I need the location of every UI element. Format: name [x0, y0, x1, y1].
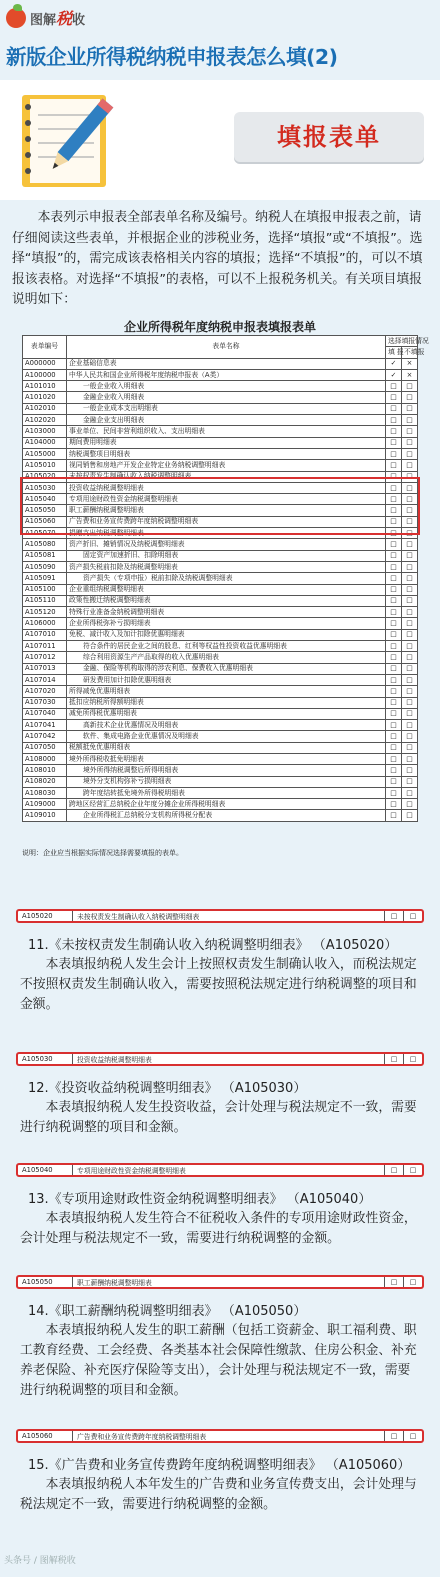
table-row [23, 369, 418, 380]
logo-text: 图解税收 [30, 9, 86, 28]
row-name: 一般企业成本支出明细表 [67, 403, 386, 414]
row-name: 金融企业收入明细表 [67, 392, 386, 403]
table-row [23, 652, 418, 663]
row-code: A105050 [23, 505, 67, 516]
row-fill-checkbox[interactable]: □ [386, 686, 402, 697]
table-row [23, 448, 418, 459]
strip-code: A105040 [18, 1165, 73, 1175]
row-fill-checkbox[interactable]: □ [386, 720, 402, 731]
row-name: 资产折旧、摊销情况及纳税调整明细表 [67, 539, 386, 550]
col-header-code: 表单编号 [23, 336, 67, 359]
highlight-box [20, 477, 420, 535]
table-row [23, 595, 418, 606]
row-code: A105120 [23, 607, 67, 618]
row-name: 职工薪酬纳税调整明细表 [67, 505, 386, 516]
row-name: 事业单位、民间非营利组织收入、支出明细表 [67, 426, 386, 437]
row-code: A107012 [23, 652, 67, 663]
row-nofill-checkbox[interactable]: □ [402, 663, 418, 674]
row-code: A105040 [23, 494, 67, 505]
table-row [23, 358, 418, 369]
table-row [23, 731, 418, 742]
row-name: 企业所得税汇总纳税分支机构所得税分配表 [67, 810, 386, 821]
row-name: 投资收益纳税调整明细表 [67, 482, 386, 493]
row-fill-checkbox[interactable]: □ [386, 482, 402, 493]
row-fill-checkbox[interactable]: □ [386, 708, 402, 719]
row-name: 中华人民共和国企业所得税年度纳税申报表（A类） [67, 369, 386, 380]
table-row [23, 697, 418, 708]
row-code: A105030 [23, 482, 67, 493]
strip-name: 未按权责发生制确认收入纳税调整明细表 [73, 911, 385, 921]
table-row [23, 629, 418, 640]
strip-code: A105030 [18, 1054, 73, 1064]
section-body: 本表填报纳税人发生投资收益，会计处理与税法规定不一致，需要进行纳税调整的项目和金额。 [20, 1100, 417, 1135]
detail-section [16, 1429, 424, 1515]
col-header-fill: 填 报 [386, 347, 402, 358]
row-fill-checkbox[interactable]: □ [386, 561, 402, 572]
row-fill-checkbox[interactable]: □ [386, 697, 402, 708]
row-nofill-checkbox[interactable]: □ [402, 753, 418, 764]
strip-nofill-checkbox[interactable]: □ [409, 912, 417, 920]
section-body: 本表填报纳税人发生会计上按照权责发生制确认收入，而税法规定不按照权责发生制确认收入，需要按照税法规定进行纳税调整的项目和金额。 [20, 957, 417, 1012]
row-name: 纳税调整项目明细表 [67, 448, 386, 459]
row-nofill-checkbox[interactable]: □ [402, 403, 418, 414]
strip-name: 广告费和业务宣传费跨年度纳税调整明细表 [73, 1431, 385, 1441]
row-nofill-checkbox[interactable]: □ [402, 471, 418, 482]
row-fill-checkbox[interactable]: □ [386, 426, 402, 437]
table-row [23, 753, 418, 764]
row-name: 税额抵免优惠明细表 [67, 742, 386, 753]
row-name: 未按权责发生制确认收入纳税调整明细表 [67, 471, 386, 482]
table-note: 说明：企业应当根据实际情况选择需要填报的表单。 [22, 849, 183, 857]
row-nofill-checkbox[interactable]: □ [402, 528, 418, 539]
table-row [23, 765, 418, 776]
watermark: 头条号 / 图解税收 [4, 1556, 76, 1566]
row-fill-checkbox[interactable]: □ [386, 516, 402, 527]
row-fill-checkbox[interactable]: □ [386, 505, 402, 516]
row-fill-checkbox[interactable]: □ [386, 765, 402, 776]
row-fill-checkbox[interactable]: ✓ [386, 358, 402, 369]
row-code: A105070 [23, 528, 67, 539]
table-row [23, 573, 418, 584]
row-nofill-checkbox[interactable]: □ [402, 448, 418, 459]
row-nofill-checkbox[interactable]: □ [402, 641, 418, 652]
section-heading: 11.《未按权责发生制确认收入纳税调整明细表》 （A105020） [28, 938, 398, 953]
section-heading: 14.《职工薪酬纳税调整明细表》 （A105050） [28, 1304, 307, 1319]
row-name: 境外所得纳税调整后所得明细表 [67, 765, 386, 776]
row-fill-checkbox[interactable]: □ [386, 471, 402, 482]
strip-fill-checkbox[interactable]: □ [385, 1054, 404, 1064]
row-code: A107040 [23, 708, 67, 719]
row-code: A105020 [23, 471, 67, 482]
row-nofill-checkbox[interactable]: □ [402, 765, 418, 776]
row-name: 企业重组纳税调整明细表 [67, 584, 386, 595]
table-row [23, 415, 418, 426]
strip-fill-checkbox[interactable]: □ [385, 911, 404, 921]
row-name: 企业基础信息表 [67, 358, 386, 369]
form-title: 企业所得税年度纳税申报表填报表单 [123, 320, 316, 334]
row-fill-checkbox[interactable]: □ [386, 437, 402, 448]
strip-fill-checkbox[interactable]: □ [385, 1277, 404, 1287]
banner-tag: 填报表单 [234, 112, 424, 162]
strip-fill-checkbox[interactable]: □ [385, 1431, 404, 1441]
row-name: 所得减免优惠明细表 [67, 686, 386, 697]
row-name: 软件、集成电路企业优惠情况及明细表 [67, 731, 386, 742]
row-name: 符合条件的居民企业之间的股息、红利等权益性投资收益优惠明细表 [67, 641, 386, 652]
row-fill-checkbox[interactable]: □ [386, 460, 402, 471]
row-code: A102010 [23, 403, 67, 414]
row-name: 视同销售和房地产开发企业特定业务纳税调整明细表 [67, 460, 386, 471]
section-body: 本表填报纳税人本年发生的广告费和业务宣传费支出，会计处理与税法规定不一致，需要进行纳税调整的金额。 [20, 1477, 417, 1512]
row-nofill-checkbox[interactable]: □ [402, 799, 418, 810]
row-nofill-checkbox[interactable]: □ [402, 550, 418, 561]
row-fill-checkbox[interactable]: □ [386, 595, 402, 606]
strip-code: A105060 [18, 1431, 73, 1441]
form-row-strip [16, 1052, 424, 1066]
row-code: A107042 [23, 731, 67, 742]
detail-section [16, 1052, 424, 1138]
row-code: A105060 [23, 516, 67, 527]
row-nofill-checkbox[interactable]: □ [402, 460, 418, 471]
row-nofill-checkbox[interactable]: □ [402, 426, 418, 437]
logo-mark-icon [6, 8, 26, 28]
row-fill-checkbox[interactable]: □ [386, 776, 402, 787]
row-code: A108020 [23, 776, 67, 787]
strip-code: A105020 [18, 911, 73, 921]
row-nofill-checkbox[interactable]: □ [402, 731, 418, 742]
row-code: A105081 [23, 550, 67, 561]
row-nofill-checkbox[interactable]: × [402, 358, 418, 369]
intro-paragraph: 本表列示申报表全部表单名称及编号。纳税人在填报申报表之前，请仔细阅读这些表单，并根据企业的涉税业务，选择“填报”或“不填报”。选择“填报”的，需完成该表格相关内容的填报；选择“不填报”的，可以不填报该表格。对选择“不填报”的表格，可以不上报税务机关。有关项目填报说明如下： [12, 210, 423, 307]
row-nofill-checkbox[interactable]: □ [402, 516, 418, 527]
row-name: 捐赠支出纳税调整明细表 [67, 528, 386, 539]
row-nofill-checkbox[interactable]: □ [402, 629, 418, 640]
row-fill-checkbox[interactable]: □ [386, 550, 402, 561]
row-code: A109010 [23, 810, 67, 821]
row-fill-checkbox[interactable]: □ [386, 494, 402, 505]
form-row-strip [16, 1275, 424, 1289]
row-fill-checkbox[interactable]: □ [386, 415, 402, 426]
notebook-pencil-icon [14, 85, 122, 193]
section-heading: 12.《投资收益纳税调整明细表》 （A105030） [28, 1081, 307, 1096]
table-row [23, 720, 418, 731]
row-code: A105100 [23, 584, 67, 595]
row-nofill-checkbox[interactable]: □ [402, 584, 418, 595]
row-name: 金融企业支出明细表 [67, 415, 386, 426]
row-code: A102020 [23, 415, 67, 426]
table-row [23, 799, 418, 810]
row-code: A109000 [23, 799, 67, 810]
col-header-choice: 选择填报情况 [386, 336, 418, 347]
table-row [23, 742, 418, 753]
row-nofill-checkbox[interactable]: □ [402, 674, 418, 685]
table-row [23, 618, 418, 629]
section-body: 本表填报纳税人发生的职工薪酬（包括工资薪金、职工福利费、职工教育经费、工会经费、各类基本社会保障性缴款、住房公积金、补充养老保险、补充医疗保险等支出），会计处理与税法规定不一致，需要进行纳税调整的项目和金额。 [20, 1323, 417, 1398]
section-heading: 15.《广告费和业务宣传费跨年度纳税调整明细表》 （A105060） [28, 1458, 411, 1473]
row-nofill-checkbox[interactable]: □ [402, 573, 418, 584]
row-name: 抵扣应纳税所得额明细表 [67, 697, 386, 708]
row-code: A107050 [23, 742, 67, 753]
strip-name: 投资收益纳税调整明细表 [73, 1054, 385, 1064]
row-fill-checkbox[interactable]: □ [386, 799, 402, 810]
row-name: 固定资产加速折旧、扣除明细表 [67, 550, 386, 561]
row-fill-checkbox[interactable]: □ [386, 392, 402, 403]
form-list-table [22, 335, 429, 822]
table-row [23, 403, 418, 414]
col-header-nofill: 不填报 [402, 347, 418, 358]
row-code: A107010 [23, 629, 67, 640]
row-nofill-checkbox[interactable]: □ [402, 494, 418, 505]
row-fill-checkbox[interactable]: □ [386, 641, 402, 652]
row-code: A101010 [23, 381, 67, 392]
row-name: 一般企业收入明细表 [67, 381, 386, 392]
row-nofill-checkbox[interactable]: □ [402, 652, 418, 663]
row-name: 资产损失（专项申报）税前扣除及纳税调整明细表 [67, 573, 386, 584]
row-code: A108010 [23, 765, 67, 776]
row-fill-checkbox[interactable]: □ [386, 787, 402, 798]
table-row [23, 708, 418, 719]
row-nofill-checkbox[interactable]: □ [402, 392, 418, 403]
table-row [23, 437, 418, 448]
form-row-strip [16, 1163, 424, 1177]
row-code: A105010 [23, 460, 67, 471]
table-row [23, 584, 418, 595]
row-fill-checkbox[interactable]: □ [386, 629, 402, 640]
row-code: A107011 [23, 641, 67, 652]
row-fill-checkbox[interactable]: □ [386, 528, 402, 539]
strip-nofill-checkbox[interactable]: □ [409, 1166, 417, 1174]
table-row [23, 426, 418, 437]
detail-section [16, 1275, 424, 1401]
row-name: 境外分支机构弥补亏损明细表 [67, 776, 386, 787]
row-fill-checkbox[interactable]: □ [386, 448, 402, 459]
row-name: 跨地区经营汇总纳税企业年度分摊企业所得税明细表 [67, 799, 386, 810]
row-name: 期间费用明细表 [67, 437, 386, 448]
row-code: A104000 [23, 437, 67, 448]
table-row [23, 561, 418, 572]
strip-name: 职工薪酬纳税调整明细表 [73, 1277, 385, 1287]
row-name: 广告费和业务宣传费跨年度纳税调整明细表 [67, 516, 386, 527]
page-title: 新版企业所得税纳税申报表怎么填(2) [6, 45, 338, 69]
row-fill-checkbox[interactable]: □ [386, 607, 402, 618]
row-fill-checkbox[interactable]: □ [386, 674, 402, 685]
table-row [23, 787, 418, 798]
row-code: A105000 [23, 448, 67, 459]
row-fill-checkbox[interactable]: □ [386, 381, 402, 392]
row-name: 金融、保险等机构取得的涉农利息、保费收入优惠明细表 [67, 663, 386, 674]
row-fill-checkbox[interactable]: □ [386, 663, 402, 674]
row-nofill-checkbox[interactable]: □ [402, 742, 418, 753]
row-fill-checkbox[interactable]: □ [386, 742, 402, 753]
row-fill-checkbox[interactable]: □ [386, 539, 402, 550]
table-row [23, 381, 418, 392]
row-nofill-checkbox[interactable]: □ [402, 482, 418, 493]
row-fill-checkbox[interactable]: □ [386, 573, 402, 584]
row-code: A107013 [23, 663, 67, 674]
row-name: 政策性搬迁纳税调整明细表 [67, 595, 386, 606]
table-row [23, 686, 418, 697]
row-code: A107014 [23, 674, 67, 685]
row-code: A107041 [23, 720, 67, 731]
row-name: 研发费用加计扣除优惠明细表 [67, 674, 386, 685]
table-row [23, 641, 418, 652]
strip-fill-checkbox[interactable]: □ [385, 1165, 404, 1175]
table-row [23, 674, 418, 685]
strip-name: 专项用途财政性资金纳税调整明细表 [73, 1165, 385, 1175]
row-name: 高新技术企业优惠情况及明细表 [67, 720, 386, 731]
table-row [23, 663, 418, 674]
row-code: A100000 [23, 369, 67, 380]
row-nofill-checkbox[interactable]: □ [402, 381, 418, 392]
row-code: A103000 [23, 426, 67, 437]
table-row [23, 607, 418, 618]
table-row [23, 810, 418, 821]
table-row [23, 460, 418, 471]
section-body: 本表填报纳税人发生符合不征税收入条件的专项用途财政性资金，会计处理与税法规定不一致，需要进行纳税调整的金额。 [20, 1211, 417, 1246]
row-nofill-checkbox[interactable]: □ [402, 437, 418, 448]
detail-section [16, 909, 424, 1015]
table-row [23, 392, 418, 403]
row-fill-checkbox[interactable]: □ [386, 403, 402, 414]
row-name: 资产损失税前扣除及纳税调整明细表 [67, 561, 386, 572]
strip-code: A105050 [18, 1277, 73, 1287]
row-name: 企业所得税弥补亏损明细表 [67, 618, 386, 629]
logo [6, 6, 85, 29]
row-fill-checkbox[interactable]: □ [386, 810, 402, 821]
row-fill-checkbox[interactable]: □ [386, 753, 402, 764]
row-name: 减免所得税优惠明细表 [67, 708, 386, 719]
form-row-strip [16, 909, 424, 923]
row-name: 专项用途财政性资金纳税调整明细表 [67, 494, 386, 505]
row-code: A106000 [23, 618, 67, 629]
strip-nofill-checkbox[interactable]: □ [409, 1055, 417, 1063]
row-name: 跨年度结转抵免境外所得税明细表 [67, 787, 386, 798]
row-code: A105091 [23, 573, 67, 584]
row-nofill-checkbox[interactable]: □ [402, 810, 418, 821]
row-nofill-checkbox[interactable]: □ [402, 595, 418, 606]
table-row [23, 550, 418, 561]
table-row [23, 539, 418, 550]
row-nofill-checkbox[interactable]: □ [402, 607, 418, 618]
row-nofill-checkbox[interactable]: □ [402, 708, 418, 719]
row-fill-checkbox[interactable]: ✓ [386, 369, 402, 380]
row-name: 综合利用资源生产产品取得的收入优惠明细表 [67, 652, 386, 663]
row-name: 特殊行业准备金纳税调整明细表 [67, 607, 386, 618]
row-nofill-checkbox[interactable]: □ [402, 618, 418, 629]
row-nofill-checkbox[interactable]: □ [402, 787, 418, 798]
row-fill-checkbox[interactable]: □ [386, 584, 402, 595]
row-code: A101020 [23, 392, 67, 403]
row-nofill-checkbox[interactable]: □ [402, 720, 418, 731]
section-heading: 13.《专项用途财政性资金纳税调整明细表》 （A105040） [28, 1192, 372, 1207]
row-name: 免税、减计收入及加计扣除优惠明细表 [67, 629, 386, 640]
row-name: 境外所得税收抵免明细表 [67, 753, 386, 764]
row-code: A107020 [23, 686, 67, 697]
row-nofill-checkbox[interactable]: □ [402, 505, 418, 516]
detail-section [16, 1163, 424, 1249]
row-nofill-checkbox[interactable]: □ [402, 697, 418, 708]
row-code: A105090 [23, 561, 67, 572]
row-code: A105080 [23, 539, 67, 550]
form-row-strip [16, 1429, 424, 1443]
col-header-name: 表单名称 [67, 336, 386, 359]
row-nofill-checkbox[interactable]: □ [402, 686, 418, 697]
row-fill-checkbox[interactable]: □ [386, 731, 402, 742]
row-code: A105110 [23, 595, 67, 606]
row-code: A107030 [23, 697, 67, 708]
row-code: A000000 [23, 358, 67, 369]
strip-nofill-checkbox[interactable]: □ [409, 1432, 417, 1440]
row-fill-checkbox[interactable]: □ [386, 652, 402, 663]
row-nofill-checkbox[interactable]: × [402, 369, 418, 380]
table-row [23, 776, 418, 787]
row-nofill-checkbox[interactable]: □ [402, 539, 418, 550]
row-nofill-checkbox[interactable]: □ [402, 561, 418, 572]
row-nofill-checkbox[interactable]: □ [402, 415, 418, 426]
row-code: A108000 [23, 753, 67, 764]
row-code: A108030 [23, 787, 67, 798]
strip-nofill-checkbox[interactable]: □ [409, 1278, 417, 1286]
row-fill-checkbox[interactable]: □ [386, 618, 402, 629]
row-nofill-checkbox[interactable]: □ [402, 776, 418, 787]
